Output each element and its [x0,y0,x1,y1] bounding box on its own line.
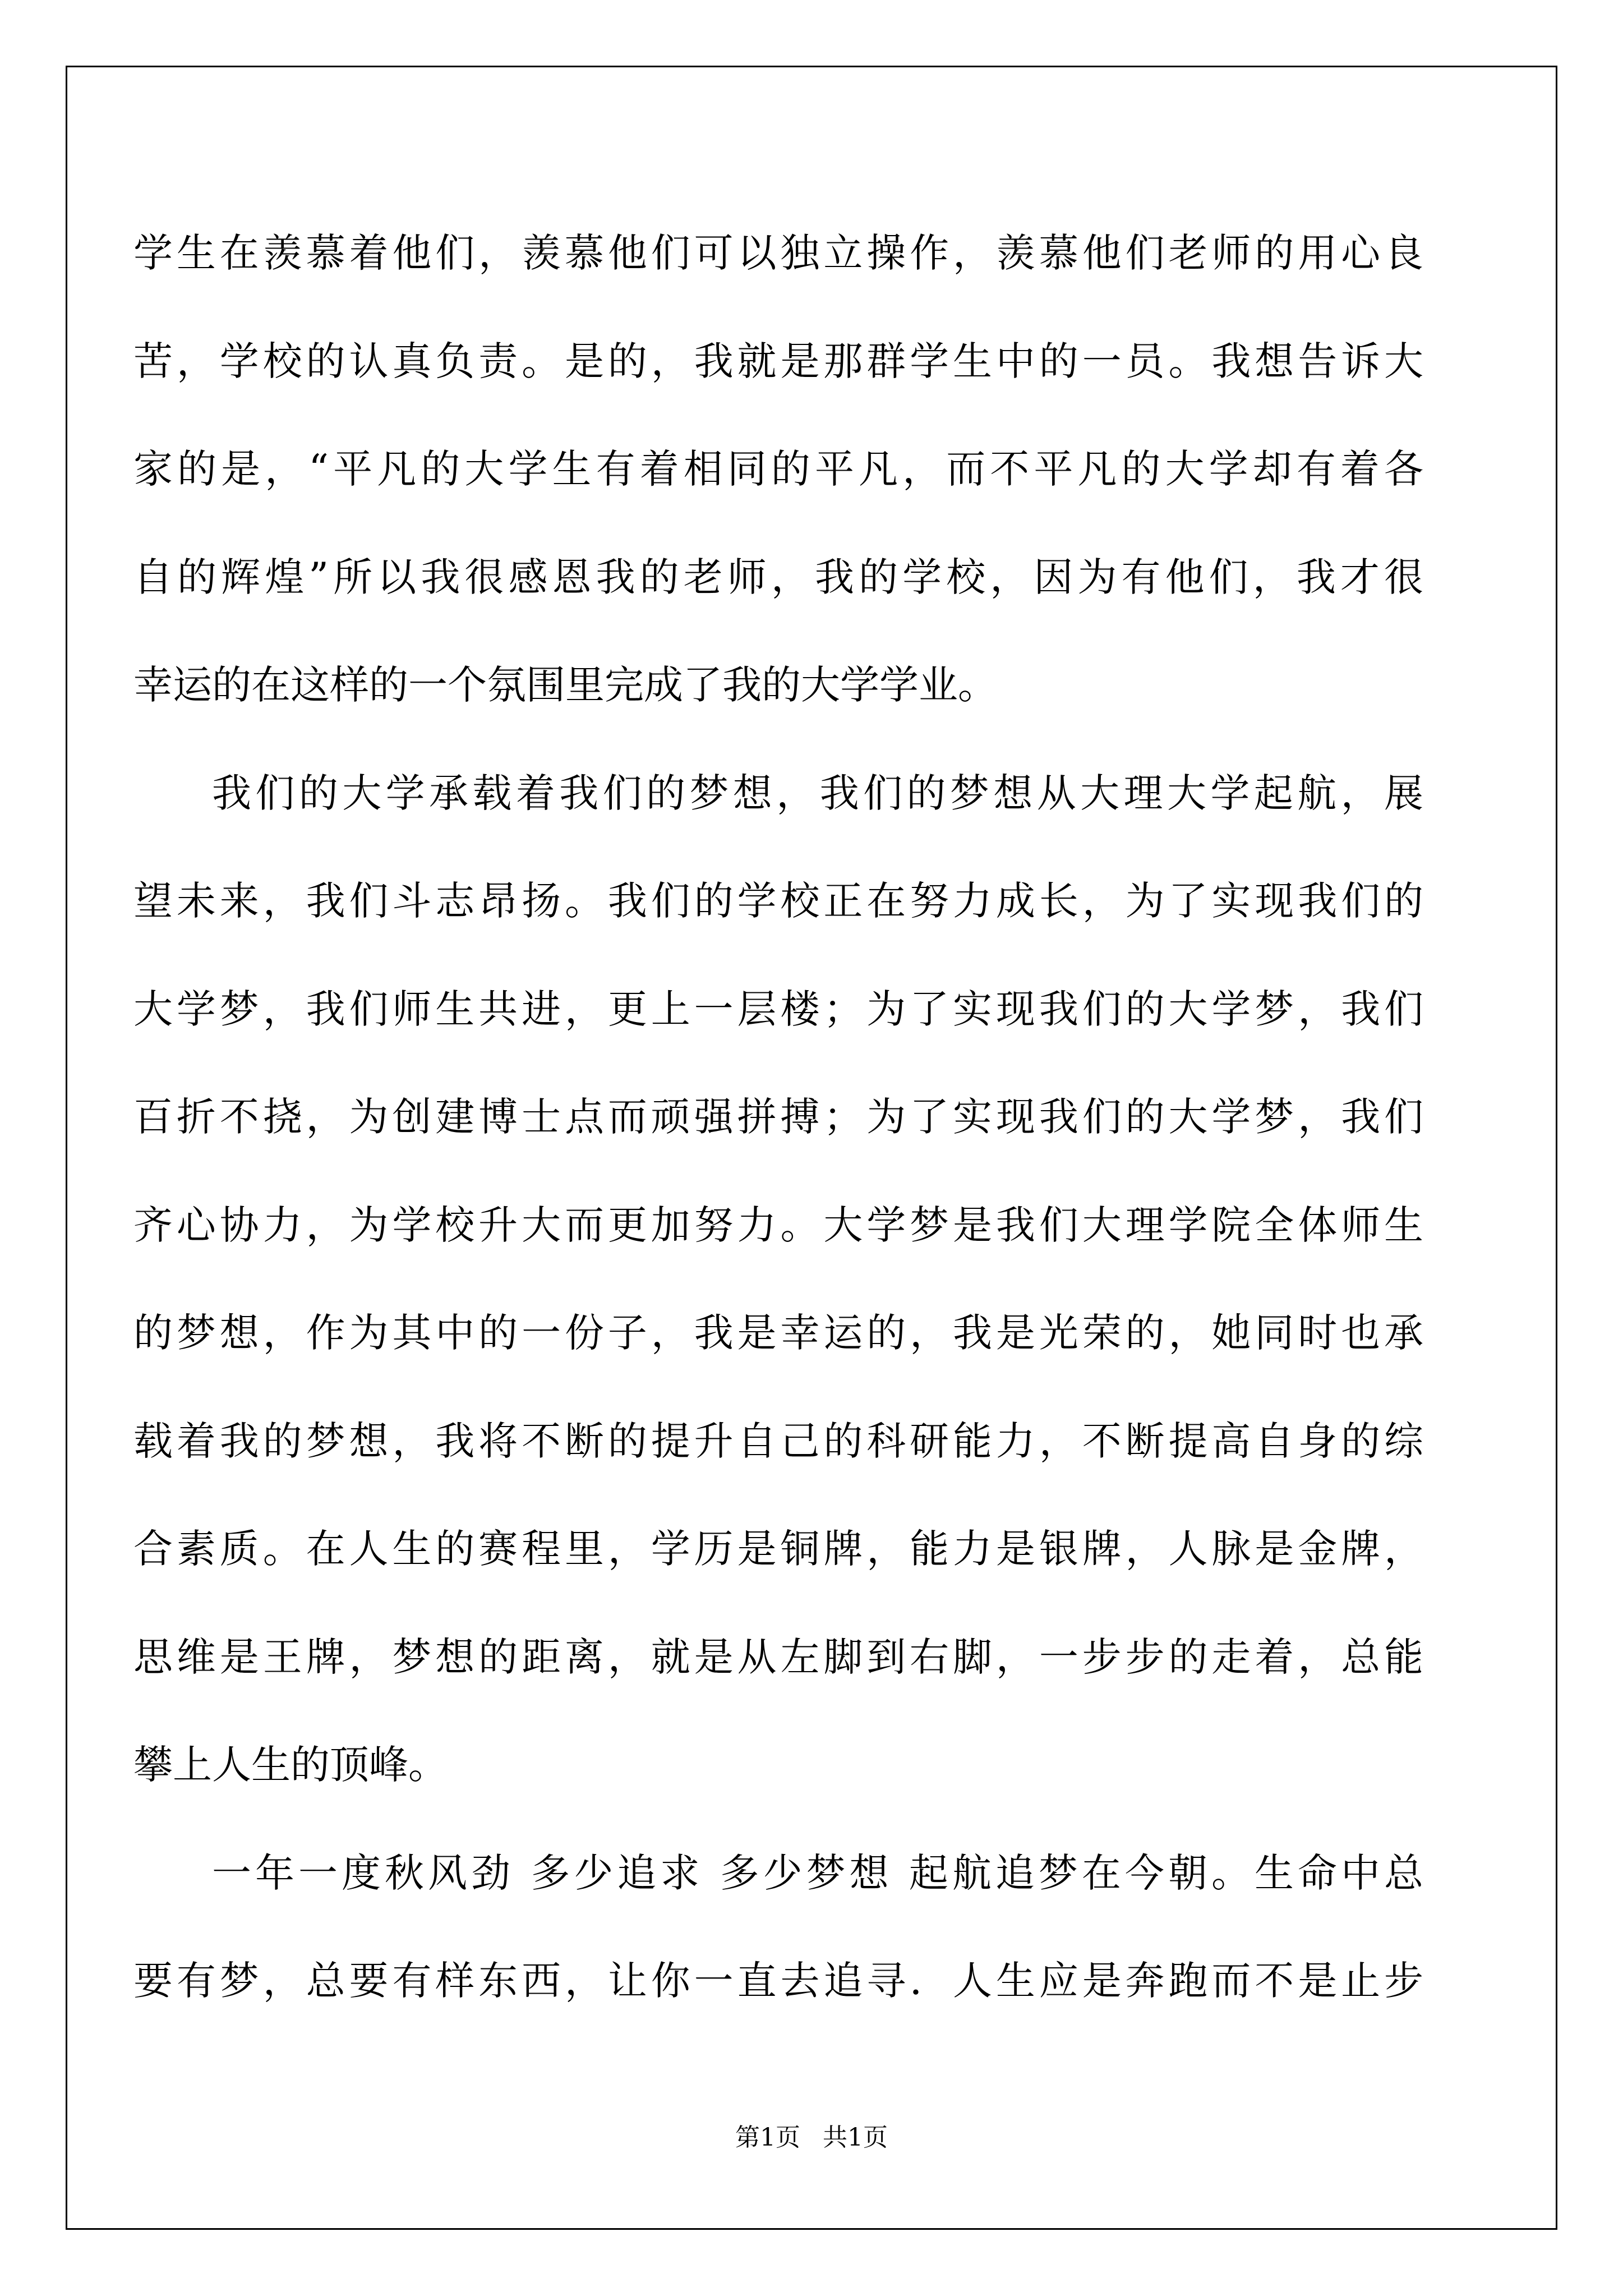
text-line: 思维是王牌，梦想的距离，就是从左脚到右脚，一步步的走着，总能 [133,1634,1423,1680]
text-line: 学生在羡慕着他们，羡慕他们可以独立操作，羡慕他们老师的用心良 [133,230,1423,276]
page-number-current: 第1页 [735,2123,800,2152]
text-line: 大学梦，我们师生共进，更上一层楼；为了实现我们的大学梦，我们 [133,986,1423,1032]
text-line: 我们的大学承载着我们的梦想，我们的梦想从大理大学起航，展 [212,770,1423,816]
text-line: 自的辉煌”所以我很感恩我的老师，我的学校，因为有他们，我才很 [133,554,1423,600]
text-line: 齐心协力，为学校升大而更加努力。大学梦是我们大理学院全体师生 [133,1202,1423,1248]
text-line: 一年一度秋风劲 多少追求 多少梦想 起航追梦在今朝。生命中总 [212,1849,1423,1896]
text-line: 的梦想，作为其中的一份子，我是幸运的，我是光荣的，她同时也承 [133,1310,1423,1356]
text-line: 要有梦，总要有样东西，让你一直去追寻．人生应是奔跑而不是止步 [133,1958,1423,2004]
text-line: 望未来，我们斗志昂扬。我们的学校正在努力成长，为了实现我们的 [133,878,1423,924]
text-line: 载着我的梦想，我将不断的提升自己的科研能力，不断提高自身的综 [133,1418,1423,1464]
text-line: 苦，学校的认真负责。是的，我就是那群学生中的一员。我想告诉大 [133,338,1423,384]
document-body [133,199,1423,2035]
page-number-total: 共1页 [823,2123,888,2152]
text-line: 幸运的在这样的一个氛围里完成了我的大学学业。 [133,662,997,708]
page-footer [0,2117,1623,2153]
text-line: 家的是，“平凡的大学生有着相同的平凡，而不平凡的大学却有着各 [133,446,1423,492]
text-line: 百折不挠，为创建博士点而顽强拼搏；为了实现我们的大学梦，我们 [133,1094,1423,1140]
text-line: 合素质。在人生的赛程里，学历是铜牌，能力是银牌，人脉是金牌， [133,1526,1423,1572]
text-line: 攀上人生的顶峰。 [133,1742,448,1788]
